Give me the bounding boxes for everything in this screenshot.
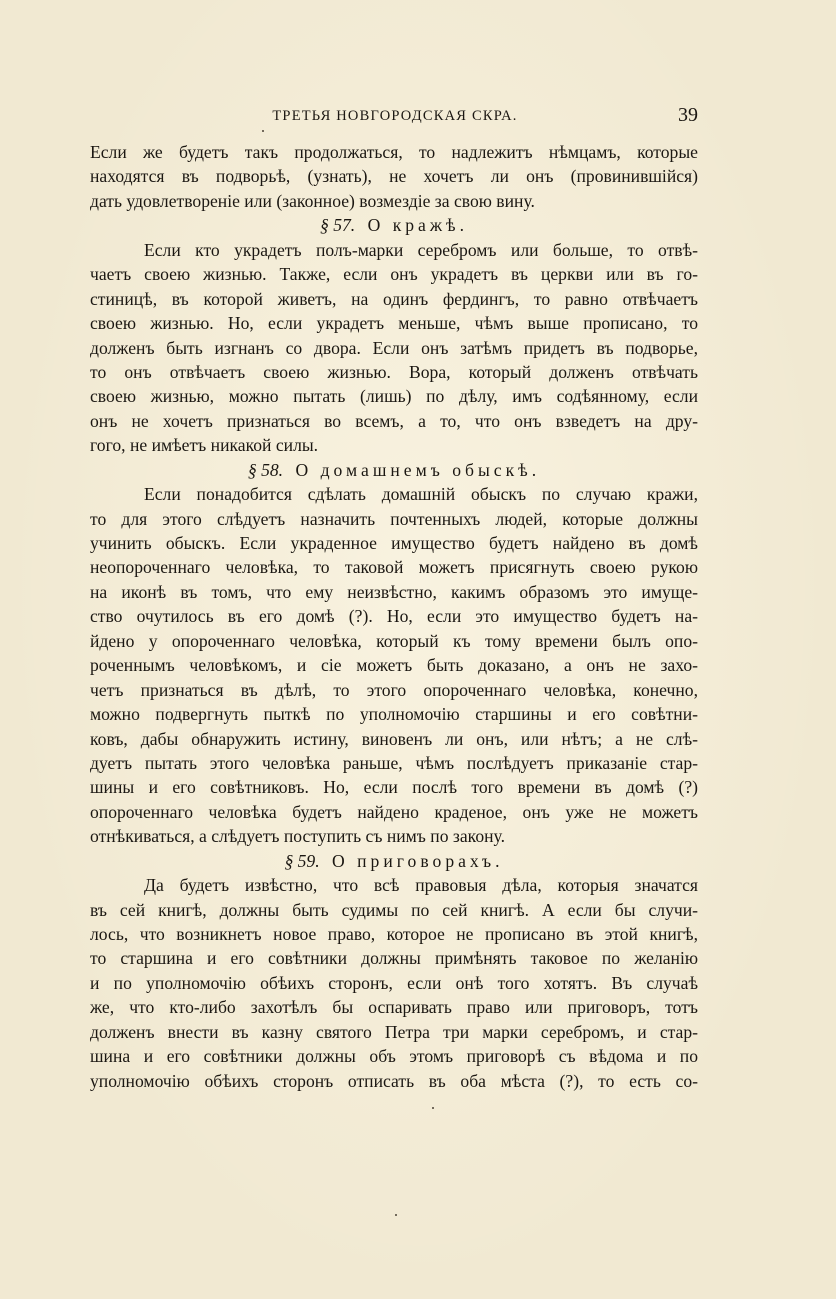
text-line: дать удовлетвореніе или (законное) возмездіе за свою вину. — [90, 190, 535, 211]
text-line: долженъ быть изгнанъ со двора. Если онъ затѣмъ придетъ въ подворье, — [90, 337, 698, 358]
section-title: О кражѣ. — [367, 215, 468, 236]
text-line: же, что кто-либо захотѣлъ бы оспаривать право или приговоръ, тотъ — [90, 997, 698, 1018]
text-line: неопороченнаго человѣка, то таковой можетъ присягнуть своею рукою — [90, 557, 698, 578]
text-line: отнѣкиваться, а слѣдуетъ поступить съ нимъ по закону. — [90, 826, 505, 847]
text-line: уполномочію обѣихъ сторонъ отписать въ оба мѣста (?), то есть со- — [90, 1070, 698, 1091]
text-line: стиницѣ, въ которой живетъ, на одинъ фердингъ, то равно отвѣчаетъ — [90, 288, 698, 309]
text-line: и по уполномочію обѣихъ сторонъ, если онѣ того хотятъ. Въ случаѣ — [90, 972, 698, 993]
text-line: въ сей книгѣ, должны быть судимы по сей книгѣ. А если бы случи- — [90, 899, 698, 920]
text-line: Да будетъ извѣстно, что всѣ правовыя дѣла, которыя значатся — [144, 875, 698, 896]
text-line: онъ не хочетъ признаться во всемъ, а то, что онъ взведетъ на дру- — [90, 410, 698, 431]
section-number: § 58. — [247, 459, 284, 480]
text-line: шины и его совѣтниковъ. Но, если послѣ того времени въ домѣ (?) — [90, 777, 698, 798]
text-line: четъ признаться въ дѣлѣ, то этого опороченнаго человѣка, конечно, — [90, 679, 698, 700]
page-header — [90, 104, 700, 130]
section-heading — [90, 458, 698, 482]
paper-speck — [262, 130, 264, 132]
text-line: Если же будетъ такъ продолжаться, то надлежитъ нѣмцамъ, которые — [90, 142, 698, 162]
page-number: 39 — [678, 104, 698, 126]
running-title: ТРЕТЬЯ НОВГОРОДСКАЯ СКРА. — [272, 108, 518, 124]
section-heading — [90, 213, 698, 237]
body-text — [90, 140, 698, 1093]
text-line: учинить обыскъ. Если украденное имущество будетъ найдено въ домѣ — [90, 533, 698, 553]
text-line: чаетъ своею жизнью. Также, если онъ украдетъ въ церкви или въ го- — [90, 264, 698, 285]
text-line: Если понадобится сдѣлать домашній обыскъ по случаю кражи, — [144, 484, 698, 505]
text-line: дуетъ пытать этого человѣка раньше, чѣмъ послѣдуетъ приказаніе стар- — [90, 752, 698, 773]
text-line: то для этого слѣдуетъ назначить почтенныхъ людей, которые должны — [90, 508, 698, 529]
text-line: находятся въ подворьѣ, (узнать), не хочетъ ли онъ (провинившійся) — [90, 166, 698, 187]
section-title: О домашнемъ обыскѣ. — [295, 459, 541, 480]
text-line: на иконѣ въ томъ, что ему неизвѣстно, какимъ образомъ это имуще- — [90, 581, 698, 602]
section-title: О приговорахъ. — [332, 850, 504, 871]
text-line: можно подвергнуть пыткѣ по уполномочію старшины и его совѣтни- — [90, 704, 698, 725]
paper-speck — [432, 1107, 434, 1109]
text-line: роченнымъ человѣкомъ, и сіе можетъ быть доказано, а онъ не захо- — [90, 655, 698, 676]
section-heading — [90, 849, 698, 873]
text-line: своею жизнью, можно пытать (лишь) по дѣлу, имъ содѣянному, если — [90, 386, 698, 407]
section-number: § 59. — [284, 850, 320, 871]
text-line: то старшина и его совѣтники должны примѣнять таковое по желанію — [90, 948, 698, 969]
text-line: Если кто украдетъ полъ-марки серебромъ или больше, то отвѣ- — [144, 239, 698, 260]
section-number: § 57. — [320, 215, 356, 236]
text-line: лось, что возникнетъ новое право, которое не прописано въ этой книгѣ, — [90, 924, 698, 944]
text-line: ковъ, дабы обнаружить истину, виновенъ ли онъ, или нѣтъ; а не слѣ- — [90, 728, 698, 749]
text-line: шина и его совѣтники должны объ этомъ приговорѣ съ вѣдома и по — [90, 1046, 698, 1067]
text-line: ство очутилось въ его домѣ (?). Но, если это имущество будетъ на- — [90, 606, 698, 627]
text-line: долженъ внести въ казну святого Петра три марки серебромъ, и стар- — [90, 1021, 698, 1042]
text-line: йдено у опороченнаго человѣка, который къ тому времени былъ опо- — [90, 630, 698, 651]
paper-speck — [395, 1214, 397, 1216]
text-line: то онъ отвѣчаетъ своею жизнью. Вора, который долженъ отвѣчать — [90, 361, 698, 382]
text-line: гого, не имѣетъ никакой силы. — [90, 435, 319, 456]
text-line: своею жизнью. Но, если украдетъ меньше, чѣмъ выше прописано, то — [90, 313, 698, 334]
text-line: опороченнаго человѣка будетъ найдено краденое, онъ уже не можетъ — [90, 801, 698, 822]
